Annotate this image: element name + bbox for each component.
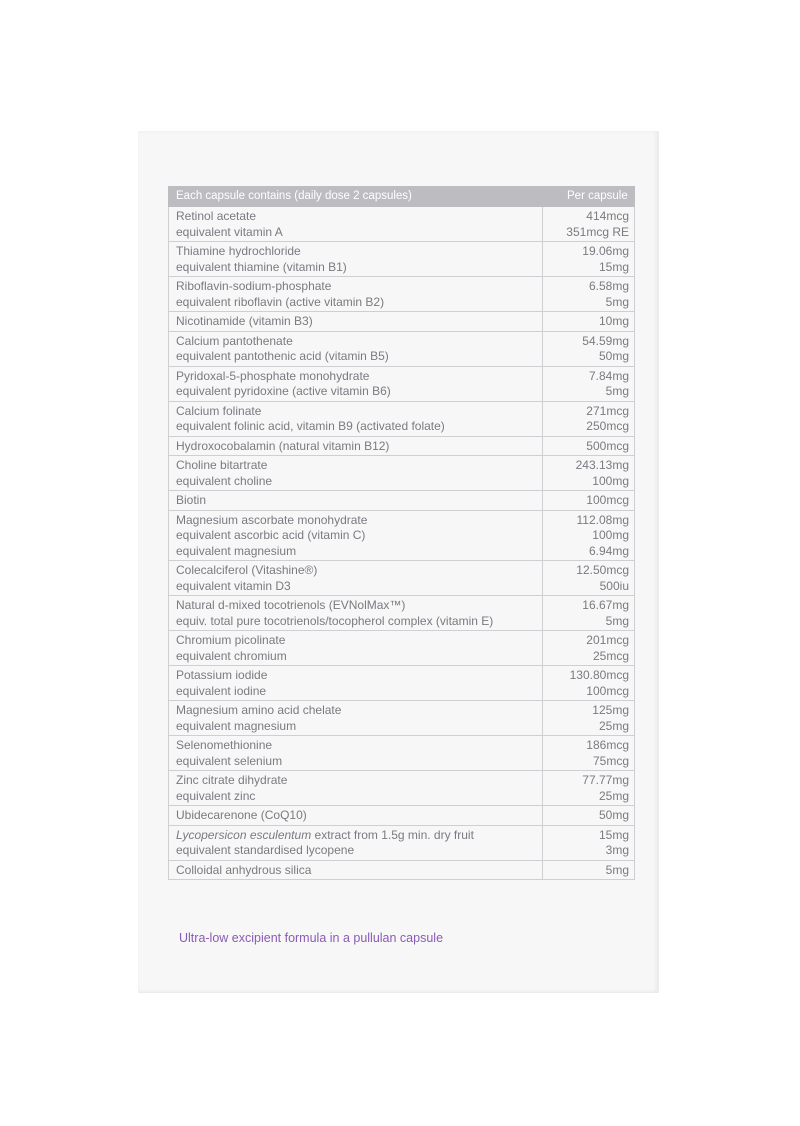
table-row bbox=[169, 456, 635, 491]
ingredient-amount: 54.59mg 50mg bbox=[543, 331, 635, 366]
ingredients-table bbox=[168, 186, 635, 880]
table-row bbox=[169, 631, 635, 666]
ingredient-amount: 186mcg 75mcg bbox=[543, 736, 635, 771]
ingredient-name: Potassium iodide equivalent iodine bbox=[169, 666, 543, 701]
ingredient-amount: 12.50mcg 500iu bbox=[543, 561, 635, 596]
ingredient-name: Magnesium ascorbate monohydrate equivalent ascorbic acid (vitamin C) equivalent magnesium bbox=[169, 510, 543, 561]
table-row bbox=[169, 436, 635, 456]
ingredient-amount: 16.67mg 5mg bbox=[543, 596, 635, 631]
table-header-row bbox=[169, 187, 635, 207]
ingredient-amount: 243.13mg 100mg bbox=[543, 456, 635, 491]
table-row bbox=[169, 666, 635, 701]
table-row bbox=[169, 736, 635, 771]
ingredient-amount: 130.80mcg 100mcg bbox=[543, 666, 635, 701]
table-row bbox=[169, 312, 635, 332]
ingredient-name: Zinc citrate dihydrate equivalent zinc bbox=[169, 771, 543, 806]
ingredient-name: Natural d-mixed tocotrienols (EVNolMax™) equiv. total pure tocotrienols/tocopherol complex (vitamin E) bbox=[169, 596, 543, 631]
ingredient-name: Calcium folinate equivalent folinic acid, vitamin B9 (activated folate) bbox=[169, 401, 543, 436]
ingredient-amount: 201mcg 25mcg bbox=[543, 631, 635, 666]
ingredient-amount: 50mg bbox=[543, 806, 635, 826]
footnote-text: Ultra-low excipient formula in a pullulan capsule bbox=[179, 931, 444, 945]
ingredient-amount: 500mcg bbox=[543, 436, 635, 456]
ingredient-amount: 112.08mg 100mg 6.94mg bbox=[543, 510, 635, 561]
ingredient-name: Pyridoxal-5-phosphate monohydrate equivalent pyridoxine (active vitamin B6) bbox=[169, 366, 543, 401]
table-row bbox=[169, 825, 635, 860]
ingredient-amount: 15mg 3mg bbox=[543, 825, 635, 860]
ingredient-amount: 7.84mg 5mg bbox=[543, 366, 635, 401]
header-amount: Per capsule bbox=[543, 187, 635, 207]
ingredient-amount: 77.77mg 25mg bbox=[543, 771, 635, 806]
table-row bbox=[169, 561, 635, 596]
table-row bbox=[169, 491, 635, 511]
table-row bbox=[169, 242, 635, 277]
ingredient-name: Retinol acetate equivalent vitamin A bbox=[169, 207, 543, 242]
table-row bbox=[169, 806, 635, 826]
ingredient-amount: 5mg bbox=[543, 860, 635, 880]
ingredient-name: Thiamine hydrochloride equivalent thiamine (vitamin B1) bbox=[169, 242, 543, 277]
header-ingredient: Each capsule contains (daily dose 2 capsules) bbox=[169, 187, 543, 207]
ingredient-name: Ubidecarenone (CoQ10) bbox=[169, 806, 543, 826]
ingredient-amount: 125mg 25mg bbox=[543, 701, 635, 736]
ingredient-amount: 19.06mg 15mg bbox=[543, 242, 635, 277]
table-row bbox=[169, 860, 635, 880]
ingredient-name: Selenomethionine equivalent selenium bbox=[169, 736, 543, 771]
ingredient-name: Hydroxocobalamin (natural vitamin B12) bbox=[169, 436, 543, 456]
table-row bbox=[169, 331, 635, 366]
ingredient-name: Choline bitartrate equivalent choline bbox=[169, 456, 543, 491]
table-row bbox=[169, 596, 635, 631]
ingredient-amount: 6.58mg 5mg bbox=[543, 277, 635, 312]
ingredient-amount: 271mcg 250mcg bbox=[543, 401, 635, 436]
box-side-edge bbox=[657, 131, 659, 993]
ingredient-name: Colloidal anhydrous silica bbox=[169, 860, 543, 880]
ingredient-name: Calcium pantothenate equivalent pantothenic acid (vitamin B5) bbox=[169, 331, 543, 366]
ingredient-name: Magnesium amino acid chelate equivalent magnesium bbox=[169, 701, 543, 736]
ingredient-name: Lycopersicon esculentum extract from 1.5g min. dry fruit equivalent standardised lycopene bbox=[169, 825, 543, 860]
table-row bbox=[169, 277, 635, 312]
ingredient-amount: 414mcg 351mcg RE bbox=[543, 207, 635, 242]
latin-name: Lycopersicon esculentum bbox=[176, 827, 312, 842]
table-row bbox=[169, 701, 635, 736]
ingredient-name: Chromium picolinate equivalent chromium bbox=[169, 631, 543, 666]
ingredient-amount: 10mg bbox=[543, 312, 635, 332]
ingredient-amount: 100mcg bbox=[543, 491, 635, 511]
table-row bbox=[169, 401, 635, 436]
ingredient-name: Biotin bbox=[169, 491, 543, 511]
table-row bbox=[169, 510, 635, 561]
ingredient-name: Nicotinamide (vitamin B3) bbox=[169, 312, 543, 332]
ingredient-name: Colecalciferol (Vitashine®) equivalent vitamin D3 bbox=[169, 561, 543, 596]
table-row bbox=[169, 366, 635, 401]
table-row bbox=[169, 207, 635, 242]
ingredient-name: Riboflavin-sodium-phosphate equivalent riboflavin (active vitamin B2) bbox=[169, 277, 543, 312]
table-row bbox=[169, 771, 635, 806]
